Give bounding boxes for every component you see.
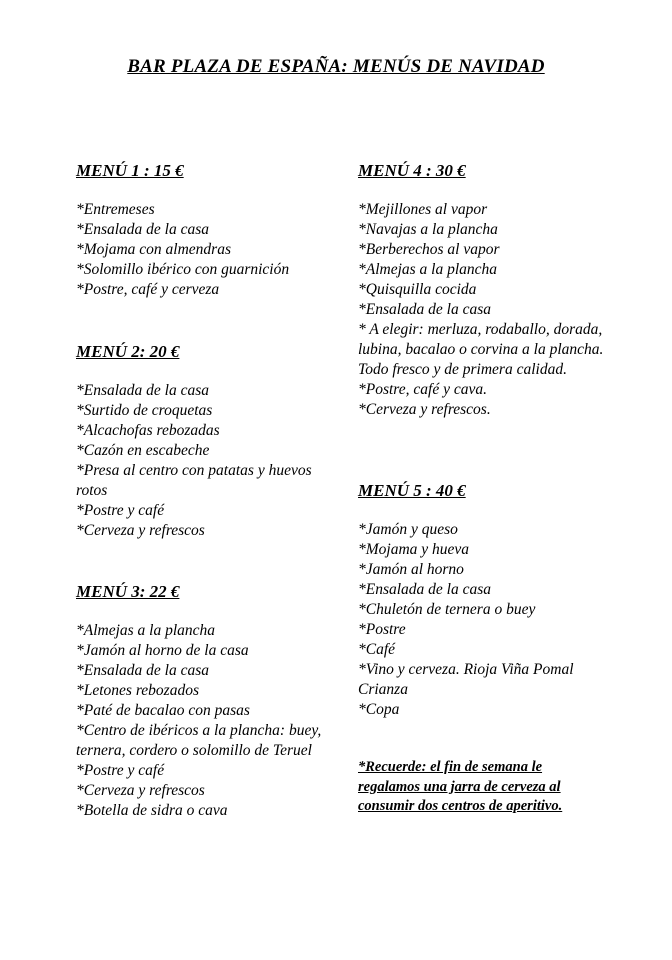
menu-item: *Postre y café <box>76 762 165 779</box>
menu-item: *Ensalada de la casa <box>358 581 492 598</box>
menu-item: *Jamón al horno <box>358 561 464 578</box>
page-title: BAR PLAZA DE ESPAÑA: MENÚS DE NAVIDAD <box>127 56 545 77</box>
menu-item: *Postre, café y cerveza <box>76 281 220 298</box>
menu-item: *Copa <box>358 701 400 718</box>
menu-item: *Postre y café <box>76 502 165 519</box>
menu-item: *Cerveza y refrescos <box>76 782 205 799</box>
menu-item: *Navajas a la plancha <box>358 221 498 238</box>
menu-item: *Entremeses <box>76 201 155 218</box>
menu-2 <box>76 341 346 541</box>
menu-item: *Ensalada de la casa <box>76 221 210 238</box>
menu-item: *Surtido de croquetas <box>76 402 213 419</box>
menu-3-items <box>76 621 346 821</box>
menu-2-heading: MENÚ 2: 20 € <box>76 342 180 361</box>
menu-item: *Paté de bacalao con pasas <box>76 702 250 719</box>
menu-item: *Chuletón de ternera o buey <box>358 601 536 618</box>
menu-item: Todo fresco y de primera calidad. <box>358 361 567 378</box>
menu-5 <box>358 480 608 720</box>
menu-item: *Quisquilla cocida <box>358 281 477 298</box>
menu-item: *Café <box>358 641 396 658</box>
menu-item: *Postre, café y cava. <box>358 381 487 398</box>
menu-item: *Presa al centro con patatas y huevos rotos <box>76 462 312 499</box>
menu-4 <box>358 160 608 420</box>
menu-1 <box>76 160 346 300</box>
menu-1-heading: MENÚ 1 : 15 € <box>76 161 184 180</box>
menu-1-items <box>76 200 346 300</box>
menu-item: *Almejas a la plancha <box>76 622 216 639</box>
menu-5-heading: MENÚ 5 : 40 € <box>358 481 466 500</box>
menu-item: *Mejillones al vapor <box>358 201 488 218</box>
menu-item: *Almejas a la plancha <box>358 261 498 278</box>
menu-item: *Mojama con almendras <box>76 241 231 258</box>
menu-item: *Solomillo ibérico con guarnición <box>76 261 290 278</box>
menu-item: *Postre <box>358 621 406 638</box>
menu-item: *Ensalada de la casa <box>358 301 492 318</box>
menu-item: *Jamón y queso <box>358 521 458 538</box>
menu-item: *Vino y cerveza. Rioja Viña Pomal Crianza <box>358 661 574 698</box>
menu-2-items <box>76 381 346 541</box>
menu-3 <box>76 581 346 821</box>
promo-note: *Recuerde: el fin de semana le regalamos una jarra de cerveza al consumir dos centros de aperitivo. <box>358 759 563 814</box>
menu-item: *Mojama y hueva <box>358 541 470 558</box>
menu-item: *Berberechos al vapor <box>358 241 500 258</box>
menu-item: *Jamón al horno de la casa <box>76 642 249 659</box>
menu-3-heading: MENÚ 3: 22 € <box>76 582 180 601</box>
menu-item: *Botella de sidra o cava <box>76 802 228 819</box>
menu-4-heading: MENÚ 4 : 30 € <box>358 161 466 180</box>
menu-item: *Centro de ibéricos a la plancha: buey, ternera, cordero o solomillo de Teruel <box>76 722 322 759</box>
menu-item: * A elegir: merluza, rodaballo, dorada, lubina, bacalao o corvina a la plancha. <box>358 321 604 358</box>
menu-item: *Cerveza y refrescos <box>76 522 205 539</box>
menu-item: *Ensalada de la casa <box>76 382 210 399</box>
menu-item: *Cerveza y refrescos. <box>358 401 491 418</box>
menu-item: *Ensalada de la casa <box>76 662 210 679</box>
menu-item: *Cazón en escabeche <box>76 442 210 459</box>
menu-4-items <box>358 200 608 420</box>
menu-item: *Alcachofas rebozadas <box>76 422 220 439</box>
menu-item: *Letones rebozados <box>76 682 199 699</box>
menu-5-items <box>358 520 608 720</box>
